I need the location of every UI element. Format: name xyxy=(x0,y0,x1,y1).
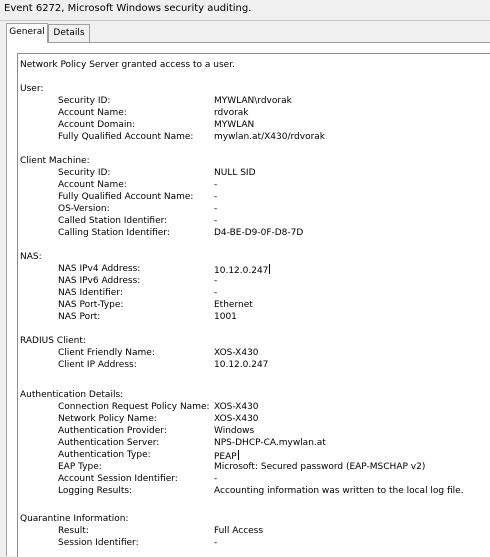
field-value: - xyxy=(214,180,218,190)
field-value xyxy=(214,264,270,277)
field-value-text: 10.12.0.247 xyxy=(214,266,269,276)
section-radius-client-heading: RADIUS Client: xyxy=(20,336,86,346)
field-value: - xyxy=(214,276,218,286)
field-label: Fully Qualified Account Name: xyxy=(58,132,194,142)
field-value: - xyxy=(214,192,218,202)
field-value: Ethernet xyxy=(214,300,253,310)
section-authentication-heading: Authentication Details: xyxy=(20,390,124,400)
field-label: Security ID: xyxy=(58,168,111,178)
field-label: Network Policy Name: xyxy=(58,414,157,424)
field-value: 10.12.0.247 xyxy=(214,360,269,370)
field-label: Calling Station Identifier: xyxy=(58,228,170,238)
field-value: - xyxy=(214,474,218,484)
general-tab-panel xyxy=(6,42,490,556)
field-label: NAS Port: xyxy=(58,312,101,322)
field-value: Accounting information was written to the local log file. xyxy=(214,486,464,496)
field-value: Microsoft: Secured password (EAP-MSCHAP v2) xyxy=(214,462,426,472)
field-label: Authentication Provider: xyxy=(58,426,167,436)
field-label: OS-Version: xyxy=(58,204,110,214)
field-label: Account Name: xyxy=(58,108,127,118)
field-label: Fully Qualified Account Name: xyxy=(58,192,194,202)
text-cursor xyxy=(238,450,239,460)
field-label: Account Domain: xyxy=(58,120,136,130)
field-value: D4-BE-D9-0F-D8-7D xyxy=(214,228,304,238)
field-value: XOS-X430 xyxy=(214,402,259,412)
field-label: Account Session Identifier: xyxy=(58,474,178,484)
field-label: NAS Port-Type: xyxy=(58,300,124,310)
event-title: Event 6272, Microsoft Windows security auditing. xyxy=(4,3,252,14)
field-value: Full Access xyxy=(214,526,264,536)
field-value: - xyxy=(214,204,218,214)
field-label: Called Station Identifier: xyxy=(58,216,168,226)
field-label: Authentication Server: xyxy=(58,438,160,448)
field-label: Client Friendly Name: xyxy=(58,348,155,358)
text-cursor xyxy=(269,264,270,274)
section-quarantine-heading: Quarantine Information: xyxy=(20,514,129,524)
field-value: 1001 xyxy=(214,312,237,322)
field-label: Account Name: xyxy=(58,180,127,190)
field-label: Client IP Address: xyxy=(58,360,137,370)
field-value: rdvorak xyxy=(214,108,249,118)
event-summary: Network Policy Server granted access to a user. xyxy=(20,60,235,70)
field-label: Session Identifier: xyxy=(58,538,139,548)
event-title-bar xyxy=(0,0,490,21)
field-label: EAP Type: xyxy=(58,462,102,472)
section-user-heading: User: xyxy=(20,84,44,94)
field-value: - xyxy=(214,288,218,298)
field-label: Connection Request Policy Name: xyxy=(58,402,210,412)
field-value: MYWLAN\rdvorak xyxy=(214,96,292,106)
field-label: Logging Results: xyxy=(58,486,133,496)
field-label: NAS Identifier: xyxy=(58,288,123,298)
field-label: NAS IPv4 Address: xyxy=(58,264,141,274)
tab-details[interactable]: Details xyxy=(48,24,90,42)
field-value: XOS-X430 xyxy=(214,414,259,424)
field-value: NULL SID xyxy=(214,168,256,178)
field-label: Authentication Type: xyxy=(58,450,151,460)
field-label: Security ID: xyxy=(58,96,111,106)
field-value-text: PEAP xyxy=(214,452,237,462)
section-client-machine-heading: Client Machine: xyxy=(20,156,90,166)
field-value: - xyxy=(214,216,218,226)
field-value: XOS-X430 xyxy=(214,348,259,358)
field-value: MYWLAN xyxy=(214,120,255,130)
section-nas-heading: NAS: xyxy=(20,252,42,262)
event-description-textbox[interactable] xyxy=(17,53,490,557)
tab-general[interactable]: General xyxy=(6,23,48,43)
field-label: Result: xyxy=(58,526,89,536)
field-value: Windows xyxy=(214,426,255,436)
field-value: - xyxy=(214,538,218,548)
field-label: NAS IPv6 Address: xyxy=(58,276,141,286)
field-value: NPS-DHCP-CA.mywlan.at xyxy=(214,438,326,448)
field-value: mywlan.at/X430/rdvorak xyxy=(214,132,326,142)
